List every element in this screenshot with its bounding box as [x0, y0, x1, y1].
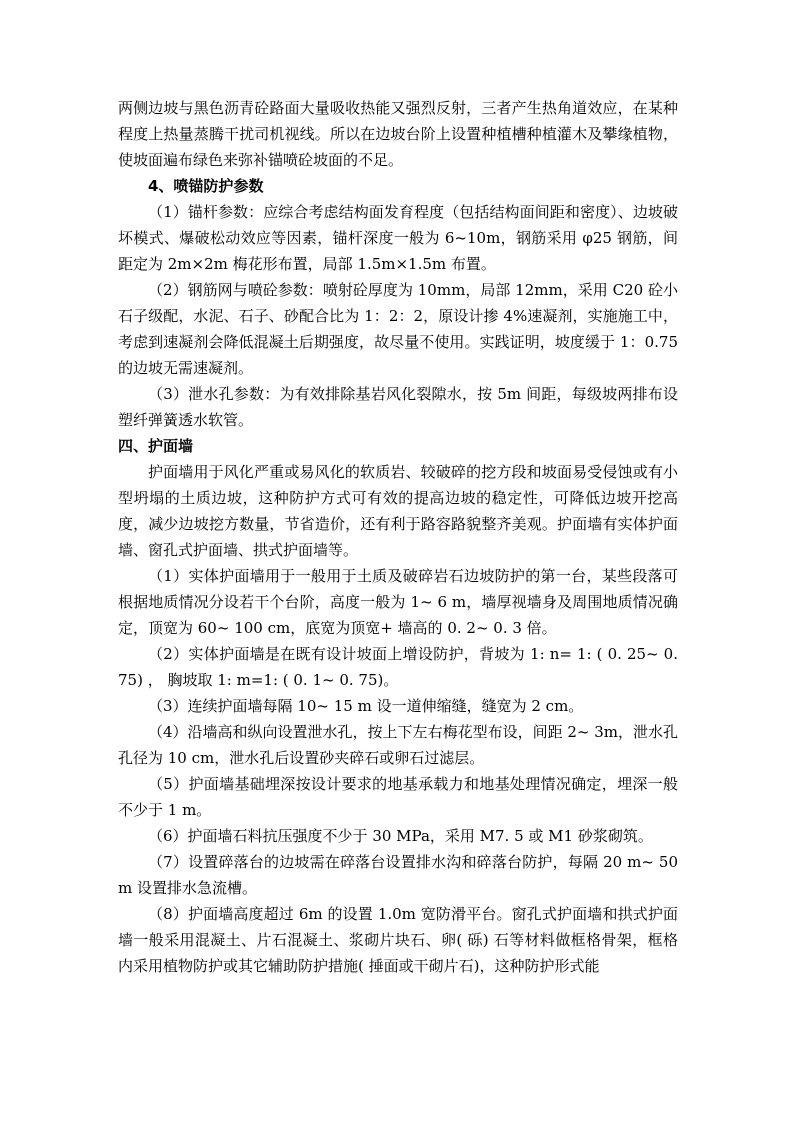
subsection-heading: 4、喷锚防护参数 — [148, 177, 264, 195]
list-item-6: （6）护面墙石料抗压强度不少于 30 MPa，采用 M7. 5 或 M1 砂浆砌筑。 — [148, 827, 653, 845]
list-item-7: （7）设置碎落台的边坡需在碎落台设置排水沟和碎落台防护，每隔 20 m~ 50 m 设置排水急流槽。 — [118, 853, 678, 897]
paragraph-mesh-params: （2）钢筋网与喷砼参数：喷射砼厚度为 10mm，局部 12mm，采用 C20 砼小石子级配，水泥、石子、砂配合比为 1：2：2，原设计掺 4%速凝剂，实施施工中，考虑到速凝剂会降低混凝土后期强度，故尽量不使用。实践证明，坡度缓于 1：0.75 的边坡无需速凝剂。 — [118, 281, 678, 377]
paragraph-continuation: 两侧边坡与黑色沥青砼路面大量吸收热能又强烈反射，三者产生热角道效应，在某种程度上热量蒸腾干扰司机视线。所以在边坡台阶上设置种植槽种植灌木及攀缘植物，使坡面遍布绿色来弥补锚喷砼坡面的不足。 — [118, 99, 678, 169]
list-item-3: （3）连续护面墙每隔 10~ 15 m 设一道伸缩缝，缝宽为 2 cm。 — [148, 697, 584, 715]
list-item-8: （8）护面墙高度超过 6m 的设置 1.0m 宽防滑平台。窗孔式护面墙和拱式护面墙一般采用混凝土、片石混凝土、浆砌片块石、卵( 砾) 石等材料做框格骨架，框格内采用植物防护或其它辅助防护措施( 捶面或干砌片石)，这种防护形式能 — [118, 905, 678, 975]
list-item-1: （1）实体护面墙用于一般用于土质及破碎岩石边坡防护的第一台，某些段落可根据地质情况分设若干个台阶，高度一般为 1~ 6 m，墙厚视墙身及周围地质情况确定，顶宽为 60~ 100 cm，底宽为顶宽+ 墙高的 0. 2~ 0. 3 倍。 — [118, 567, 678, 637]
paragraph-anchor-params: （1）锚杆参数：应综合考虑结构面发育程度（包括结构面间距和密度）、边坡破坏模式、爆破松动效应等因素，锚杆深度一般为 6~10m，钢筋采用 φ25 钢筋，间距定为 2m×2m 梅花形布置，局部 1.5m×1.5m 布置。 — [118, 203, 678, 273]
section-heading: 四、护面墙 — [118, 437, 194, 455]
paragraph-retaining-wall-intro: 护面墙用于风化严重或易风化的软质岩、较破碎的挖方段和坡面易受侵蚀或有小型坍塌的土质边坡，这种防护方式可有效的提高边坡的稳定性，可降低边坡开挖高度，减少边坡挖方数量，节省造价，还有利于路容路貌整齐美观。护面墙有实体护面墙、窗孔式护面墙、拱式护面墙等。 — [118, 463, 678, 559]
list-item-4: （4）沿墙高和纵向设置泄水孔，按上下左右梅花型布设，间距 2~ 3m，泄水孔孔径为 10 cm，泄水孔后设置砂夹碎石或卵石过滤层。 — [118, 723, 678, 767]
paragraph-drain-params: （3）泄水孔参数：为有效排除基岩风化裂隙水，按 5m 间距，每级坡两排布设塑纤弹簧透水软管。 — [118, 385, 678, 429]
list-item-2: （2）实体护面墙是在既有设计坡面上增设防护，背坡为 1: n= 1: ( 0. 25~ 0. 75) ， 胸坡取 1: m=1: ( 0. 1~ 0. 75)。 — [118, 645, 678, 689]
document-page — [118, 95, 678, 979]
list-item-5: （5）护面墙基础埋深按设计要求的地基承载力和地基处理情况确定，埋深一般不少于 1 m。 — [118, 775, 678, 819]
